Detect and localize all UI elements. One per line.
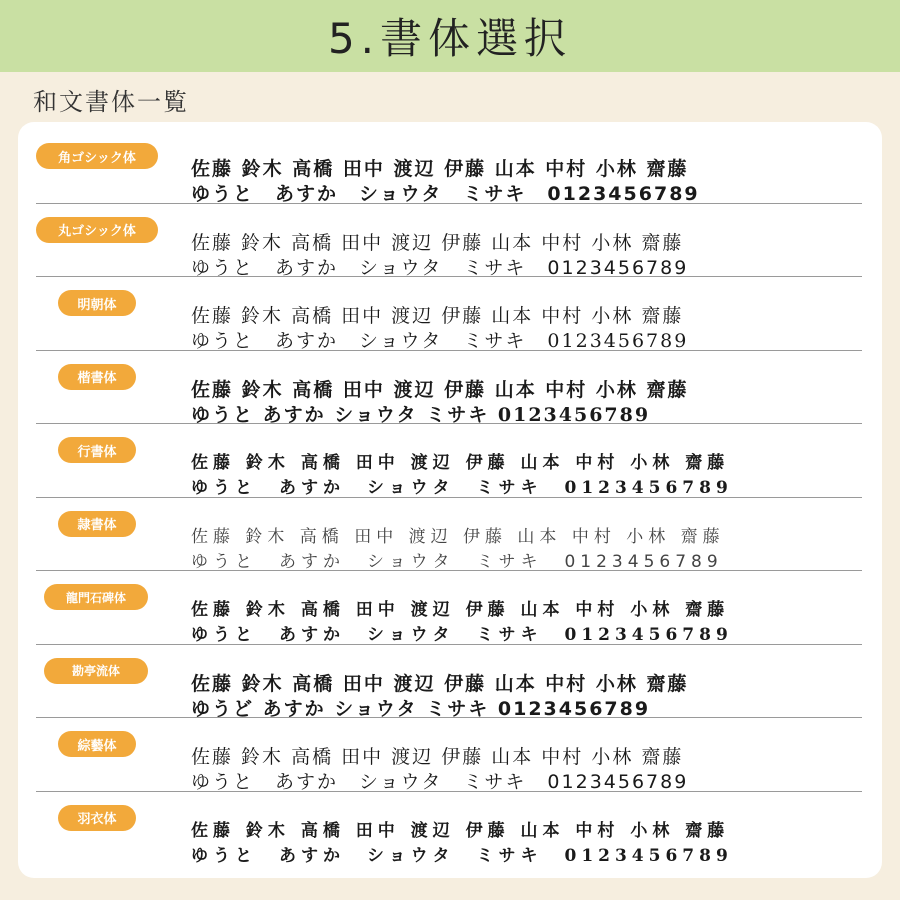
font-row-ryumon-sekihi: [36, 571, 862, 645]
font-row-hagoromo: [36, 792, 862, 866]
sample-kana-digits: ゆうと あすか ショウタ ミサキ 0123456789: [191, 478, 733, 498]
sample-names: 佐藤 鈴木 高橋 田中 渡辺 伊藤 山本 中村 小林 齋藤: [191, 453, 730, 473]
sample-kana-digits: ゆうと あすか ショウタ ミサキ 0123456789: [191, 256, 689, 279]
sample-names: 佐藤 鈴木 高橋 田中 渡辺 伊藤 山本 中村 小林 齋藤: [191, 526, 725, 547]
font-row-sogei: [36, 718, 862, 792]
font-label-badge: 丸ゴシック体: [36, 217, 158, 243]
page-title: 5.書体選択: [327, 14, 573, 63]
sample-names: 佐藤 鈴木 高橋 田中 渡辺 伊藤 山本 中村 小林 齋藤: [191, 820, 730, 841]
sample-names: 佐藤 鈴木 高橋 田中 渡辺 伊藤 山本 中村 小林 齋藤: [191, 158, 689, 180]
sample-names: 佐藤 鈴木 高橋 田中 渡辺 伊藤 山本 中村 小林 齋藤: [191, 231, 684, 254]
sample-kana-digits: ゆうど あすか ショウタ ミサキ 0123456789: [191, 697, 651, 720]
font-label-badge: 角ゴシック体: [36, 143, 158, 169]
font-label-badge: 楷書体: [58, 364, 136, 390]
sample-kana-digits: ゆうと あすか ショウタ ミサキ 0123456789: [191, 183, 700, 205]
font-row-mincho: [36, 277, 862, 351]
sample-names: 佐藤 鈴木 高橋 田中 渡辺 伊藤 山本 中村 小林 齋藤: [191, 672, 689, 695]
sample-kana-digits: ゆうと あすか ショウタ ミサキ 0123456789: [191, 771, 689, 793]
section-subtitle: 和文書体一覧: [33, 88, 189, 116]
sample-names: 佐藤 鈴木 高橋 田中 渡辺 伊藤 山本 中村 小林 齋藤: [191, 600, 730, 620]
font-label-badge: 隷書体: [58, 511, 136, 537]
sample-kana-digits: ゆうと あすか ショウタ ミサキ 0123456789: [191, 403, 651, 426]
sample-kana-digits: ゆうと あすか ショウタ ミサキ 0123456789: [191, 330, 689, 352]
sample-names: 佐藤 鈴木 高橋 田中 渡辺 伊藤 山本 中村 小林 齋藤: [191, 305, 684, 327]
sample-kana-digits: ゆうと あすか ショウタ ミサキ 0123456789: [191, 551, 723, 572]
font-label-badge: 勘亭流体: [44, 658, 148, 684]
sample-kana-digits: ゆうと あすか ショウタ ミサキ 0123456789: [191, 845, 733, 866]
font-label-badge: 羽衣体: [58, 805, 136, 831]
font-label-badge: 龍門石碑体: [44, 584, 148, 610]
font-row-kanteiryu: [36, 645, 862, 719]
font-row-gyosho: [36, 424, 862, 498]
font-list-card: [18, 122, 882, 878]
font-row-maru-gothic: [36, 204, 862, 278]
font-label-badge: 明朝体: [58, 290, 136, 316]
sample-names: 佐藤 鈴木 高橋 田中 渡辺 伊藤 山本 中村 小林 齋藤: [191, 378, 689, 401]
title-bar: [0, 0, 900, 72]
font-label-badge: 綜藝体: [58, 731, 136, 757]
font-row-kaisho: [36, 351, 862, 425]
font-row-reisho: [36, 498, 862, 572]
sample-kana-digits: ゆうと あすか ショウタ ミサキ 0123456789: [191, 625, 733, 645]
sample-names: 佐藤 鈴木 高橋 田中 渡辺 伊藤 山本 中村 小林 齋藤: [191, 746, 684, 768]
font-row-kaku-gothic: [36, 130, 862, 204]
font-label-badge: 行書体: [58, 437, 136, 463]
